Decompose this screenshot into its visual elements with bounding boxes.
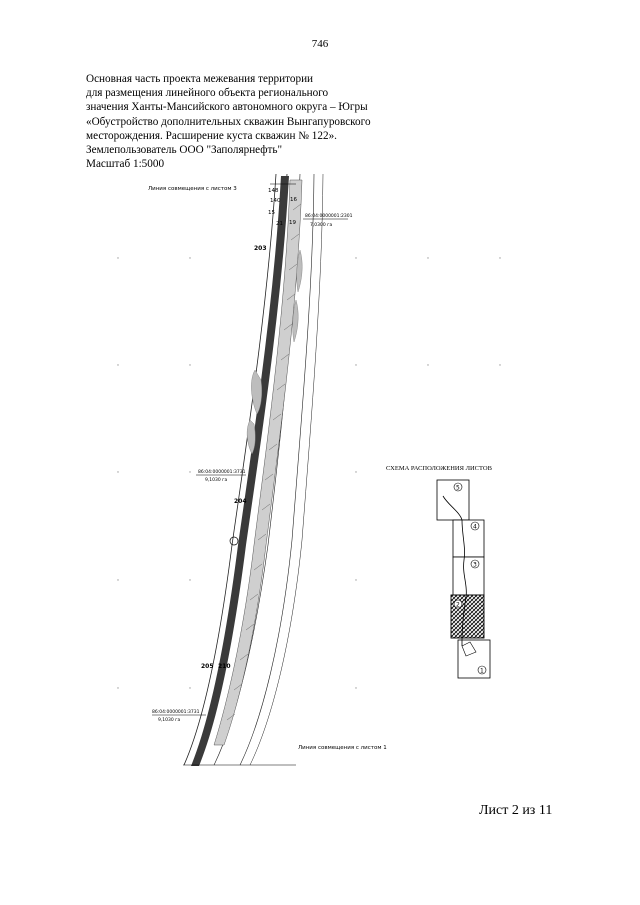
match-line-bottom-label: Линия совмещения с листом 1 (298, 745, 387, 751)
svg-text:1: 1 (480, 667, 484, 675)
svg-text:5: 5 (456, 484, 460, 492)
cluster-label: 140 (270, 198, 281, 204)
svg-text:86:04:0000001:3731: 86:04:0000001:3731 (152, 710, 200, 715)
cadastral-callout (196, 469, 246, 483)
svg-text:7,0300 га: 7,0300 га (310, 223, 333, 228)
page-number: 746 (311, 38, 329, 50)
sheet-scheme (386, 465, 493, 678)
parcel-label: 204 (234, 498, 247, 505)
sheet-box-5 (437, 480, 469, 520)
svg-text:2: 2 (456, 601, 460, 609)
heading-line: Основная часть проекта межевания территории (86, 73, 314, 85)
svg-text:9,1030 га: 9,1030 га (205, 478, 228, 483)
grid-dots (117, 257, 500, 688)
match-line-bottom (183, 745, 387, 765)
parcel-label: 205 (201, 663, 214, 670)
cadastral-callout (303, 213, 353, 228)
heading-line: значения Ханты-Мансийского автономного округа – Югры (86, 101, 368, 114)
marker-circle (230, 537, 238, 545)
svg-text:86:04:0000001:3731: 86:04:0000001:3731 (198, 470, 246, 475)
parcel-label: 203 (254, 245, 267, 252)
match-line-top-label: Линия совмещения с листом 3 (148, 186, 237, 192)
scale-line: Масштаб 1:5000 (86, 158, 165, 171)
svg-text:4: 4 (473, 523, 477, 531)
heading-line: для размещения линейного объекта регионального (86, 87, 329, 100)
heading-line: «Обустройство дополнительных скважин Вынгапуровского (86, 115, 371, 128)
parcel-label: 210 (218, 663, 231, 670)
sheet-label: Лист 2 из 11 (479, 803, 553, 818)
svg-text:3: 3 (473, 561, 477, 569)
cluster-label: 21 (276, 221, 283, 227)
cluster-label: 148 (268, 188, 279, 194)
svg-text:86:04:0000001:2301: 86:04:0000001:2301 (305, 214, 353, 219)
sheet-box-3 (453, 557, 484, 595)
heading-line: Землепользователь ООО "Заполярнефть" (86, 144, 283, 157)
cluster-label: 15 (268, 210, 275, 216)
sheet-scheme-title: СХЕМА РАСПОЛОЖЕНИЯ ЛИСТОВ (386, 465, 492, 472)
svg-text:9,1030 га: 9,1030 га (158, 718, 181, 723)
heading-line: месторождения. Расширение куста скважин № 122». (86, 129, 337, 142)
cluster-label: 16 (290, 197, 297, 203)
cluster-label: 19 (289, 220, 296, 226)
cadastral-callout (152, 709, 206, 723)
sheet-box-4 (453, 520, 484, 557)
